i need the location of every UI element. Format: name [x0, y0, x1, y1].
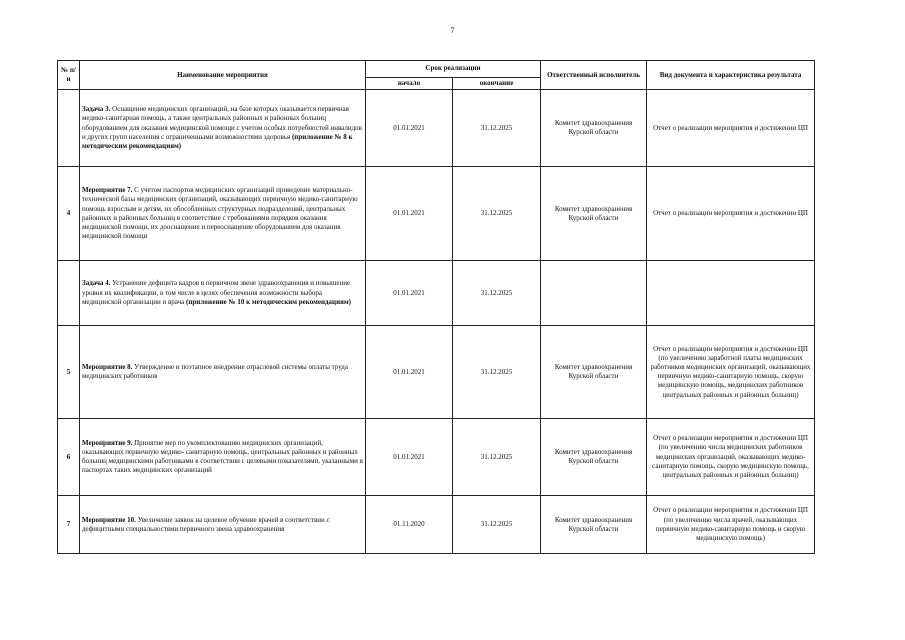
end-date: 31.12.2025	[453, 419, 541, 496]
responsible-party: Комитет здравоохранения Курской области	[541, 496, 647, 554]
table-row	[58, 167, 815, 261]
start-date: 01.01.2021	[366, 419, 453, 496]
header-num: № п/н	[58, 61, 80, 90]
start-date: 01.01.2021	[366, 326, 453, 419]
start-date: 01.11.2020	[366, 496, 453, 554]
table-row	[58, 419, 815, 496]
activity-name	[80, 496, 366, 554]
activity-label: Мероприятие 7.	[82, 186, 133, 195]
activity-name	[80, 167, 366, 261]
plan-table	[57, 60, 815, 554]
result-document: Отчет о реализации мероприятия и достижении ЦП (по увеличению заработной платы медицинских работников медицинских организаций, оказывающих первичную медико-санитарную помощь, скорую медицинскую помощь, медицинских работников центральных районных и районных больниц)	[647, 326, 815, 419]
header-name: Наименование мероприятия	[80, 61, 366, 90]
header-responsible: Ответственный исполнитель	[541, 61, 647, 90]
start-date: 01.01.2021	[366, 261, 453, 326]
responsible-party	[541, 261, 647, 326]
activity-name	[80, 326, 366, 419]
activity-text: Увеличение заявок на целевое обучение врачей в соответствии с дефицитными специальностями первичного звена здравоохранения	[82, 515, 330, 533]
activity-text: Устранение дефицита кадров в первичном звене здравоохранения и повышение уровня их квалификации, в том числе в целях обеспечения возможности выбора медицинской организации и врача	[82, 279, 351, 306]
activity-reference: (приложение № 8 к методическим рекомендациям)	[82, 132, 353, 150]
activity-label: Мероприятие 9.	[82, 438, 133, 447]
result-document	[647, 261, 815, 326]
end-date: 31.12.2025	[453, 90, 541, 167]
table-row	[58, 90, 815, 167]
result-document: Отчет о реализации мероприятия и достижении ЦП	[647, 167, 815, 261]
header-end: окончание	[453, 78, 541, 90]
activity-text: Оснащение медицинских организаций, на базе которых оказывается первичная медико-санитарная помощь, а также центральных районных и районных больниц оборудованием для оказания медицинской помощи с учетом особых потребностей инвалидов и других групп населения с ограниченными возможностями здоровья	[82, 105, 362, 141]
table-row	[58, 496, 815, 554]
result-document: Отчет о реализации мероприятия и достижении ЦП	[647, 90, 815, 167]
row-number: 5	[58, 326, 80, 419]
responsible-party: Комитет здравоохранения Курской области	[541, 326, 647, 419]
responsible-party: Комитет здравоохранения Курской области	[541, 167, 647, 261]
activity-name	[80, 261, 366, 326]
activity-label: Мероприятие 8.	[82, 363, 133, 371]
row-number	[58, 90, 80, 167]
row-number: 7	[58, 496, 80, 554]
header-start: начало	[366, 78, 453, 90]
end-date: 31.12.2025	[453, 261, 541, 326]
activity-reference: (приложение № 10 к методическим рекомендациям)	[185, 297, 351, 306]
activity-text: Утверждение и поэтапное внедрение отраслевой системы оплаты труда медицинских работников	[82, 363, 348, 381]
activity-name	[80, 419, 366, 496]
table-row	[58, 261, 815, 326]
activity-text: С учетом паспортов медицинских организаций приведение материально-технической базы медицинских организаций, оказывающих первичную медико-санитарную помощь взрослым и детям, их обособленных структурных подразделений, центральных районных и районных больниц в соответствие с требованиями порядков оказания медицинской помощи, их дооснащение и переоснащение оборудованием для оказания медицинской помощи	[82, 186, 358, 241]
start-date: 01.01.2021	[366, 90, 453, 167]
responsible-party: Комитет здравоохранения Курской области	[541, 419, 647, 496]
start-date: 01.01.2021	[366, 167, 453, 261]
activity-text: Принятие мер по укомплектованию медицинских организаций, оказывающих первичную медико- санитарную помощь, центральных районных и районных больниц медицинскими работниками в соответствии с целевыми показателями, указанными в паспортах таких медицинских организаций	[82, 438, 363, 475]
responsible-party: Комитет здравоохранения Курской области	[541, 90, 647, 167]
end-date: 31.12.2025	[453, 496, 541, 554]
row-number: 4	[58, 167, 80, 261]
activity-label: Мероприятие 10.	[82, 515, 136, 524]
activity-name	[80, 90, 366, 167]
activity-label: Задача 3.	[82, 105, 111, 114]
table-row	[58, 326, 815, 419]
end-date: 31.12.2025	[453, 326, 541, 419]
row-number	[58, 261, 80, 326]
result-document: Отчет о реализации мероприятия и достижении ЦП (по увеличению числа врачей, оказывающих первичную медико-санитарную помощь и скорую медицинскую помощь)	[647, 496, 815, 554]
header-period: Срок реализации	[366, 61, 541, 78]
activity-label: Задача 4.	[82, 279, 111, 288]
page-number: 7	[450, 26, 455, 35]
header-result: Вид документа и характеристика результата	[647, 61, 815, 90]
end-date: 31.12.2025	[453, 167, 541, 261]
result-document: Отчет о реализации мероприятия и достижении ЦП (по увеличению числа медицинских работников медицинских организаций, оказывающих медико-санитарную помощь, скорую медицинскую помощь, центральных районных и районных больниц)	[647, 419, 815, 496]
row-number: 6	[58, 419, 80, 496]
